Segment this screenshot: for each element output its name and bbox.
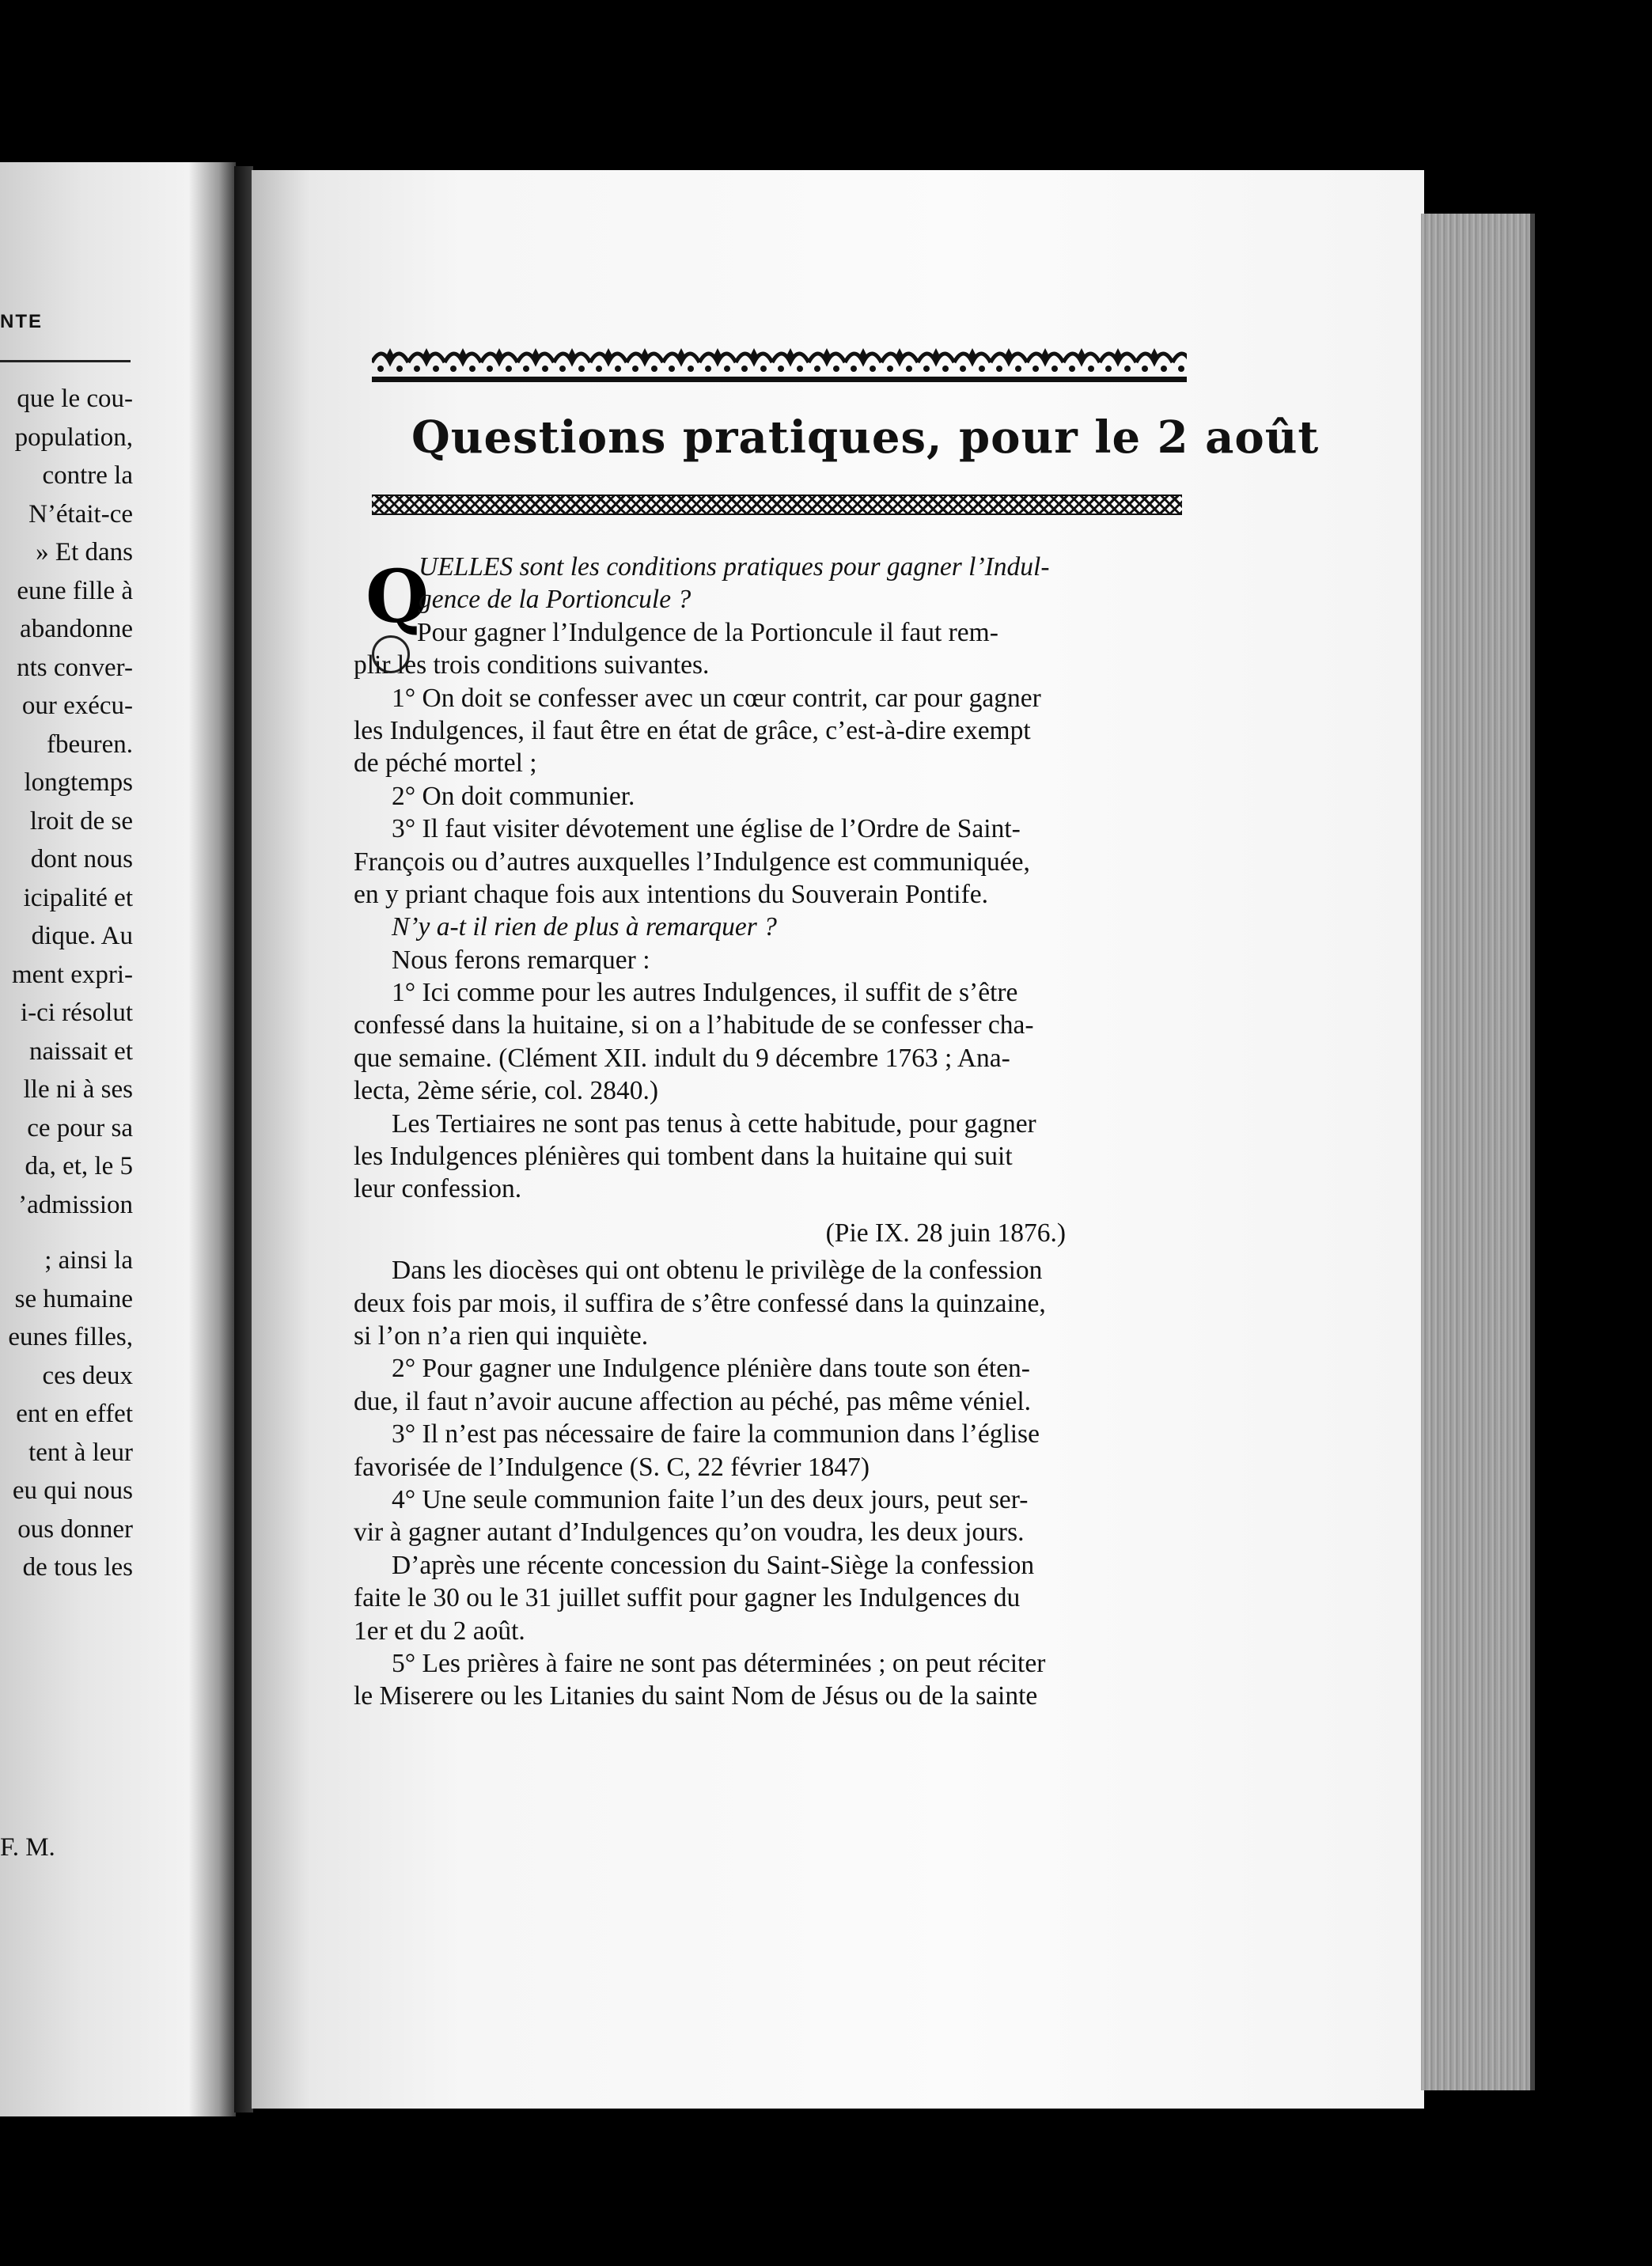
title-underline-band — [372, 495, 1182, 515]
body-text-line: 1° On doit se confesser avec un cœur contrit, car pour gagner — [392, 683, 1041, 713]
body-text-line: Nous ferons remarquer : — [392, 945, 650, 975]
left-text-line: fbeuren. — [46, 729, 133, 759]
body-text-line: vir à gagner autant d’Indulgences qu’on voudra, les deux jours. — [354, 1518, 1025, 1548]
book-gutter — [234, 166, 253, 2113]
body-text-line: due, il faut n’avoir aucune affection au péché, pas même véniel. — [354, 1386, 1032, 1416]
body-text-line: faite le 30 ou le 31 juillet suffit pour gagner les Indulgences du — [354, 1583, 1021, 1613]
page-edge-shadow — [1530, 214, 1535, 2090]
body-text-line: 2° Pour gagner une Indulgence plénière dans toute son éten- — [392, 1354, 1030, 1384]
left-text-line: ’admission — [18, 1190, 133, 1219]
left-text-line: longtemps — [24, 768, 133, 797]
body-text-line: les Indulgences plénières qui tombent dans la huitaine qui suit — [354, 1142, 1013, 1172]
body-text-line: 1° Ici comme pour les autres Indulgences, il suffit de s’être — [392, 978, 1018, 1008]
left-text-line: lroit de se — [29, 806, 133, 836]
body-text-line: 1er et du 2 août. — [354, 1616, 525, 1646]
left-text-line: que le cou- — [17, 385, 133, 413]
body-text-line: que semaine. (Clément XII. indult du 9 décembre 1763 ; Ana- — [354, 1043, 1010, 1073]
body-text-line: plir les trois conditions suivantes. — [354, 650, 710, 680]
left-text-line: ce pour sa — [27, 1113, 133, 1142]
body-text-line: de péché mortel ; — [354, 748, 537, 779]
body-text-line: 5° Les prières à faire ne sont pas déterminées ; on peut réciter — [392, 1648, 1046, 1678]
left-text-line: da, et, le 5 — [25, 1152, 133, 1180]
left-page — [0, 162, 236, 2116]
body-text-line: 2° On doit communier. — [392, 781, 635, 811]
left-header-rule — [0, 360, 131, 362]
left-text-line: dont nous — [30, 845, 133, 873]
page-title: Questions pratiques, pour le 2 août — [411, 411, 1320, 464]
body-text-line: 4° Une seule communion faite l’un des deux jours, peut ser- — [392, 1484, 1029, 1514]
left-text-line: ment expri- — [11, 960, 133, 989]
body-text-line: en y priant chaque fois aux intentions du Souverain Pontife. — [354, 879, 988, 909]
body-text-line: François ou d’autres auxquelles l’Indulgence est communiquée, — [354, 847, 1030, 877]
left-text-line: lle ni à ses — [23, 1075, 133, 1104]
left-signature: F. M. — [0, 1833, 55, 1862]
body-text-line: gence de la Portioncule ? — [419, 585, 691, 615]
left-text-line: eunes filles, — [8, 1323, 133, 1351]
body-text-line: deux fois par mois, il suffira de s’être confessé dans la quinzaine, — [354, 1288, 1046, 1318]
body-text-line: UELLES sont les conditions pratiques pour gagner l’Indul- — [419, 552, 1050, 582]
body-text-line: Dans les diocèses qui ont obtenu le privilège de la confession — [392, 1256, 1043, 1286]
left-text-line: se humaine — [14, 1284, 133, 1313]
drop-cap: Q — [366, 554, 430, 639]
body-text-line: (Pie IX. 28 juin 1876.) — [825, 1218, 1066, 1248]
left-running-header: NTE — [0, 311, 43, 332]
body-text-line: confessé dans la huitaine, si on a l’habitude de se confesser cha- — [354, 1010, 1034, 1040]
left-text-line: ces deux — [42, 1361, 133, 1390]
body-text — [354, 551, 1153, 1713]
body-text-line: N’y a-t il rien de plus à remarquer ? — [392, 912, 777, 942]
left-text-line: icipalité et — [23, 883, 133, 912]
left-text-line: de tous les — [22, 1553, 133, 1582]
left-text-line: tent à leur — [28, 1438, 133, 1467]
top-ornament-band — [372, 339, 1187, 399]
body-text-line: Les Tertiaires ne sont pas tenus à cette habitude, pour gagner — [392, 1108, 1036, 1139]
left-text-line: ent en effet — [16, 1400, 133, 1428]
body-text-line: si l’on n’a rien qui inquiète. — [354, 1321, 649, 1351]
left-text-line: nts conver- — [17, 653, 133, 682]
body-text-line: leur confession. — [354, 1174, 522, 1204]
left-text-column — [8, 380, 133, 1587]
left-text-line: dique. Au — [31, 922, 133, 950]
left-text-line: contre la — [42, 461, 133, 490]
body-text-line: les Indulgences, il faut être en état de grâce, c’est-à-dire exempt — [354, 715, 1031, 745]
left-text-line: N’était-ce — [28, 499, 133, 529]
left-text-line: eune fille à — [17, 576, 133, 605]
body-text-line: lecta, 2ème série, col. 2840.) — [354, 1076, 659, 1106]
left-text-line: i-ci résolut — [20, 998, 133, 1027]
body-text-line: Pour gagner l’Indulgence de la Portioncule il faut rem- — [417, 617, 998, 647]
left-text-line: eu qui nous — [12, 1476, 133, 1505]
body-text-line: D’après une récente concession du Saint-Siège la confession — [392, 1550, 1035, 1580]
page-block-edge — [1421, 214, 1533, 2090]
left-text-line: population, — [14, 423, 133, 452]
body-text-line: 3° Il faut visiter dévotement une église de l’Ordre de Saint- — [392, 814, 1021, 844]
left-text-line: abandonne — [20, 615, 133, 643]
left-text-line: ous donner — [17, 1514, 133, 1544]
body-text-line: favorisée de l’Indulgence (S. C, 22 février 1847) — [354, 1452, 870, 1482]
left-text-line: » Et dans — [36, 538, 133, 566]
left-text-line: ; ainsi la — [44, 1246, 133, 1275]
left-text-line: our exécu- — [21, 692, 133, 720]
body-text-line: 3° Il n’est pas nécessaire de faire la communion dans l’église — [392, 1419, 1040, 1449]
body-text-line: le Miserere ou les Litanies du saint Nom de Jésus ou de la sainte — [354, 1681, 1038, 1711]
left-text-line: naissait et — [28, 1036, 133, 1066]
